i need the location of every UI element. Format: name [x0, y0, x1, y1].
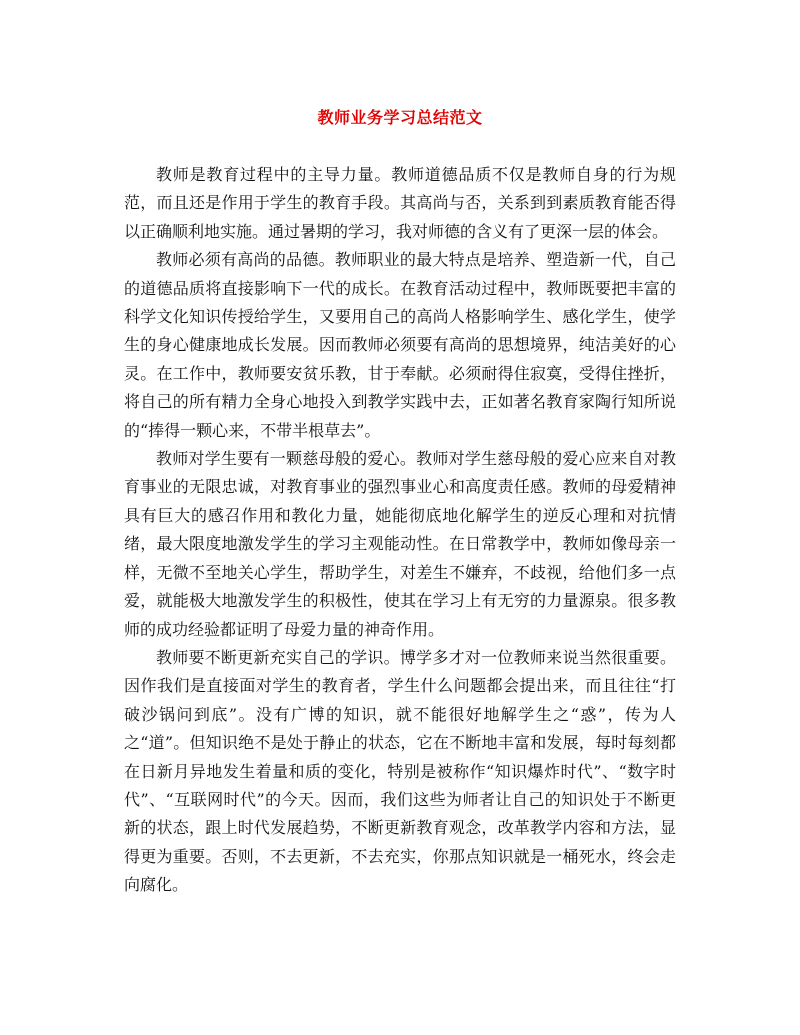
paragraph-4: 教师要不断更新充实自己的学识。博学多才对一位教师来说当然很重要。因作我们是直接面对学生的教育者，学生什么问题都会提出来，而且往往“打破沙锅问到底”。没有广博的知识，就不能很好地解学生之“惑”，传为人之“道”。但知识绝不是处于静止的状态，它在不断地丰富和发展，每时每刻都在日新月异地发生着量和质的变化，特别是被称作“知识爆炸时代”、“数字时代”、“互联网时代”的今天。因而，我们这些为师者让自己的知识处于不断更新的状态，跟上时代发展趋势，不断更新教育观念，改革教学内容和方法，显得更为重要。否则，不去更新，不去充实，你那点知识就是一桶死水，终会走向腐化。: [124, 647, 676, 895]
paragraph-1: 教师是教育过程中的主导力量。教师道德品质不仅是教师自身的行为规范，而且还是作用于学生的教育手段。其高尚与否，关系到到素质教育能否得以正确顺利地实施。通过暑期的学习，我对师德的含义有了更深一层的体会。: [124, 165, 676, 241]
document-title: 教师业务学习总结范文: [317, 108, 483, 127]
document-body: [124, 161, 676, 900]
paragraph-2: 教师必须有高尚的品德。教师职业的最大特点是培养、塑造新一代，自己的道德品质将直接影响下一代的成长。在教育活动过程中，教师既要把丰富的科学文化知识传授给学生，又要用自己的高尚人格影响学生、感化学生，使学生的身心健康地成长发展。因而教师必须要有高尚的思想境界，纯洁美好的心灵。在工作中，教师要安贫乐教，甘于奉献。必须耐得住寂寞，受得住挫折，将自己的所有精力全身心地投入到教学实践中去，正如著名教育家陶行知所说的“捧得一颗心来，不带半根草去”。: [124, 250, 676, 440]
paragraph-3: 教师对学生要有一颗慈母般的爱心。教师对学生慈母般的爱心应来自对教育事业的无限忠诚，对教育事业的强烈事业心和高度责任感。教师的母爱精神具有巨大的感召作用和教化力量，她能彻底地化解学生的逆反心理和对抗情绪，最大限度地激发学生的学习主观能动性。在日常教学中，教师如像母亲一样，无微不至地关心学生，帮助学生，对差生不嫌弃，不歧视，给他们多一点爱，就能极大地激发学生的积极性，使其在学习上有无穷的力量源泉。很多教师的成功经验都证明了母爱力量的神奇作用。: [124, 449, 676, 639]
